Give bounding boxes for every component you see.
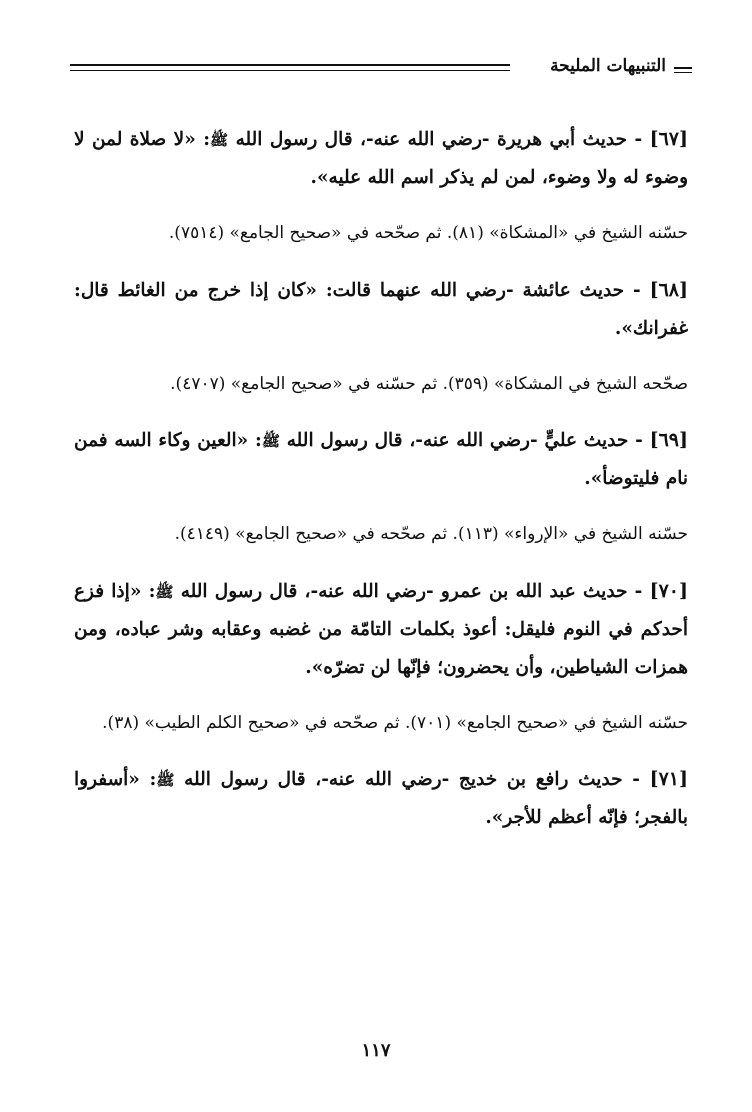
header-rule: [70, 64, 510, 66]
hadith-number: [٧٠]: [649, 579, 688, 602]
hadith-71: [74, 760, 688, 837]
salutation-symbol: ﷺ: [155, 582, 174, 601]
hadith-70: [74, 572, 688, 687]
grading-68: صحّحه الشيخ في المشكاة» (٣٥٩). ثم حسّنه في «صحيح الجامع» (٤٧٠٧).: [170, 373, 688, 394]
hadith-text-cont: : «لا صلاة لمن لا وضوء له ولا وضوء، لمن لم يذكر اسم الله عليه».: [74, 129, 688, 188]
salutation-symbol: ﷺ: [210, 131, 229, 149]
hadith-number: [٧١]: [649, 768, 688, 790]
hadith-number: [٦٩]: [649, 429, 688, 451]
hadith-text-cont: : «أسفروا بالفجر؛ فإنّه أعظم للأجر».: [74, 769, 688, 828]
hadith-text-cont: : «إذا فزع أحدكم في النوم فليقل: أعوذ بكلمات التامّة من غضبه وعقابه وشر عباده، ومن همزات الشياطين، وأن يحضرون؛ فإنّها لن تضرّه».: [74, 580, 688, 678]
grading-67: حسّنه الشيخ في «المشكاة» (٨١). ثم صحّحه في «صحيح الجامع» (٧٥١٤).: [168, 223, 688, 243]
grading-70: حسّنه الشيخ في «صحيح الجامع» (٧٠١). ثم صحّحه في «صحيح الكلم الطيب» (٣٨).: [102, 712, 688, 733]
book-title: التنبيهات المليحة: [550, 56, 666, 76]
hadith-67: [74, 120, 688, 197]
hadith-text: - حديث رافع بن خديج -رضي الله عنه-، قال رسول الله: [174, 769, 650, 790]
salutation-symbol: ﷺ: [156, 771, 175, 789]
hadith-68: [74, 271, 688, 348]
header-rule-short-thin: [674, 72, 692, 73]
running-header: [70, 58, 692, 82]
page-number: ١١٧: [361, 1040, 391, 1061]
hadith-69: [74, 421, 688, 498]
hadith-text-cont: : «العين وكاء السه فمن نام فليتوضأ».: [74, 430, 688, 489]
hadith-text: - حديث عبد الله بن عمرو -رضي الله عنه-، قال رسول الله: [173, 580, 650, 602]
header-rule-short: [674, 67, 692, 69]
hadith-number: [٦٧]: [649, 128, 688, 150]
grading-69: حسّنه الشيخ في «الإرواء» (١١٣). ثم صحّحه في «صحيح الجامع» (٤١٤٩).: [174, 524, 688, 544]
hadith-text: - حديث عائشة -رضي الله عنهما قالت: «كان إذا خرج من الغائط قال: غفرانك».: [74, 279, 688, 339]
page-body: [74, 120, 688, 849]
header-rule-thin: [70, 70, 510, 71]
salutation-symbol: ﷺ: [261, 432, 280, 450]
hadith-text: - حديث أبي هريرة -رضي الله عنه-، قال رسول الله: [228, 129, 650, 150]
hadith-number: [٦٨]: [649, 278, 688, 301]
hadith-text: - حديث عليٍّ -رضي الله عنه-، قال رسول الله: [279, 430, 650, 451]
